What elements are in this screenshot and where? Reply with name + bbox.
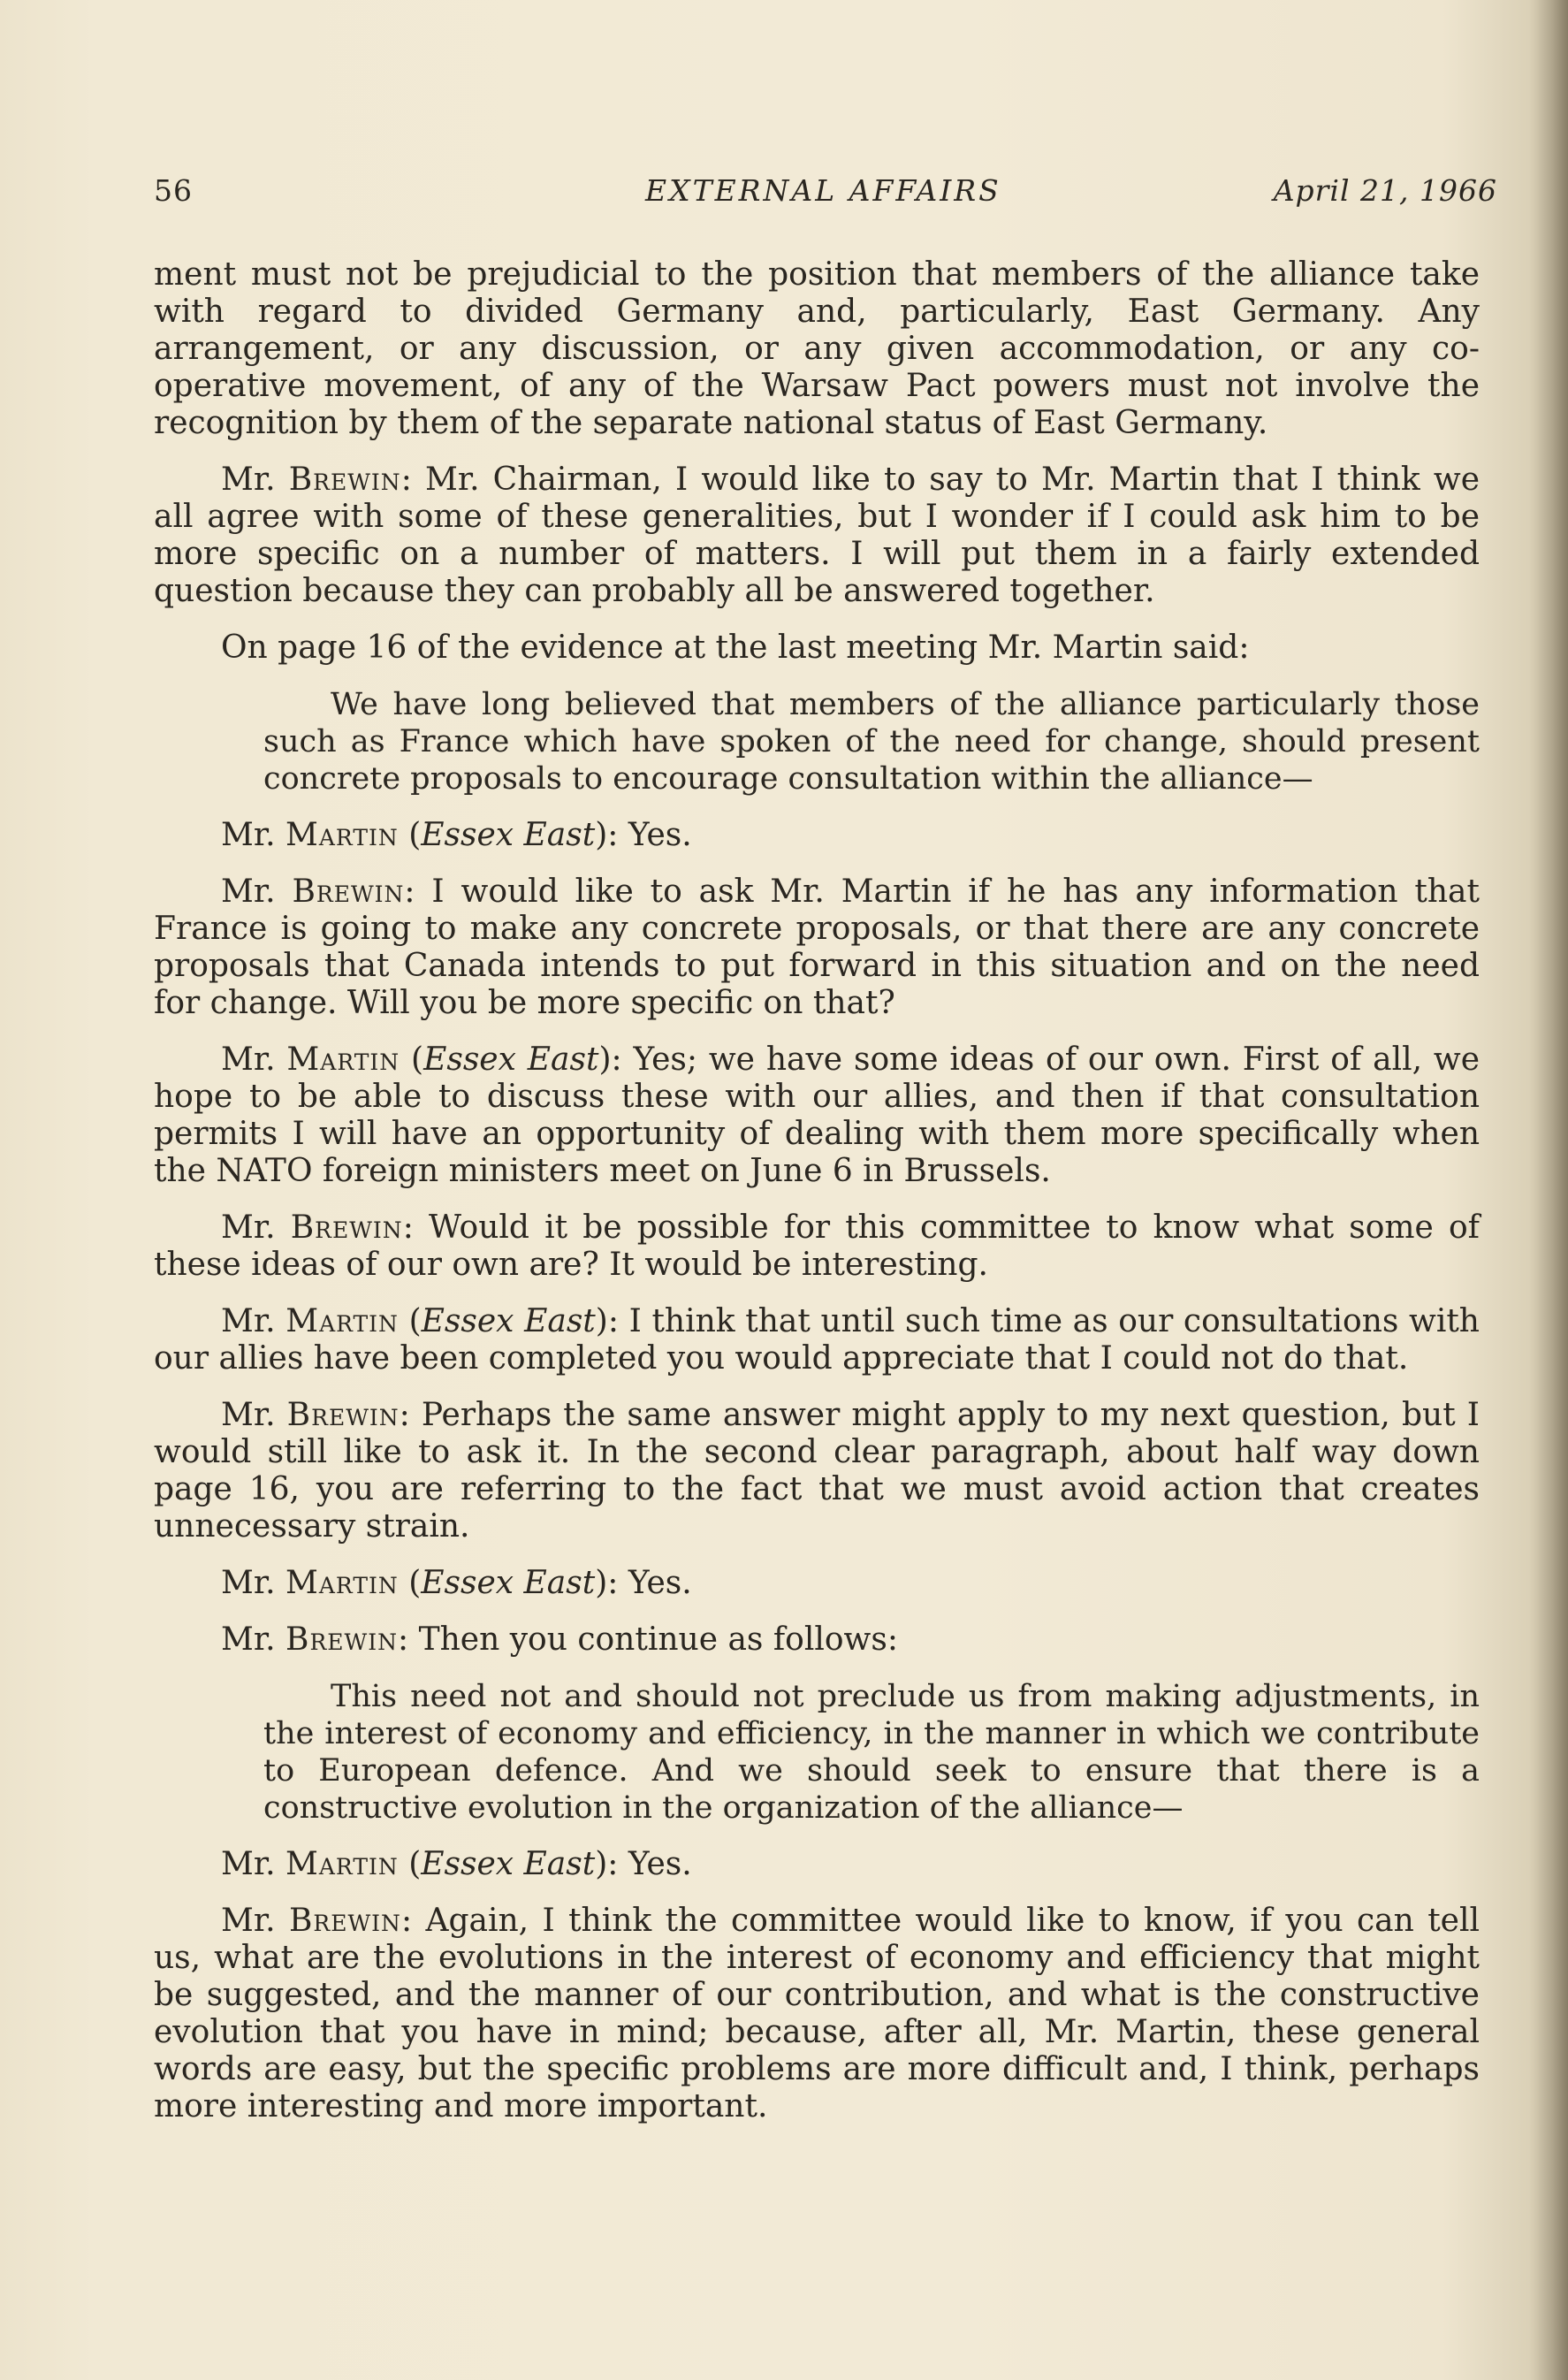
speaker-name: Brewin bbox=[286, 1397, 400, 1433]
speaker-prefix: Mr. bbox=[221, 1041, 276, 1078]
speaker-prefix: Mr. bbox=[221, 1565, 276, 1601]
page-edge-shadow bbox=[1529, 0, 1568, 2380]
speech-paragraph: Mr. Martin (Essex East): Yes; we have some ideas of our own. First of all, we hope to be able to discuss these with our allies, and then if that consultation permits I will have an opportunity of dealing with them more specifically when the NATO foreign ministers meet on June 6 in Brussels. bbox=[154, 1041, 1480, 1189]
speaker-name: Martin bbox=[286, 1041, 400, 1078]
speech-paragraph: Mr. Brewin: Mr. Chairman, I would like to say to Mr. Martin that I think we all agree with some of these generalities, but I wonder if I could ask him to be more specific on a number of matters. I will put them in a fairly extended question because they can probably all be answered together. bbox=[154, 462, 1480, 609]
speaker-name: Martin bbox=[285, 817, 399, 853]
speech-paragraph: Mr. Brewin: Perhaps the same answer might apply to my next question, but I would still like to ask it. In the second clear paragraph, about half way down page 16, you are referring to the fact that we must avoid action that creates unnecessary strain. bbox=[154, 1397, 1480, 1545]
speech-text: Again, I think the committee would like to know, if you can tell us, what are the evolutions in the interest of economy and efficiency that might be suggested, and the manner of our contribution, and what is the constructive evolution that you have in mind; because, after all, Mr. Martin, these general words are easy, but the specific problems are more difficult and, I think, perhaps more interesting and more important. bbox=[154, 1903, 1480, 2124]
speech-paragraph: Mr. Martin (Essex East): Yes. bbox=[221, 817, 692, 853]
speaker-name: Martin bbox=[285, 1846, 399, 1882]
speaker-name: Martin bbox=[285, 1565, 399, 1601]
quote-text: This need not and should not preclude us from making adjustments, in the interest of economy and efficiency, in the manner in which we contribute to European defence. And we should seek to ensure that there is a constructive evolution in the organization of the alliance— bbox=[263, 1679, 1480, 1826]
speech-paragraph: Mr. Martin (Essex East): Yes. bbox=[221, 1846, 692, 1882]
speech-text: Yes; we have some ideas of our own. First of all, we hope to be able to discuss these with our allies, and then if that consultation permits I will have an opportunity of dealing with them more specifically when the NATO foreign ministers meet on June 6 in Brussels. bbox=[154, 1041, 1480, 1189]
speaker-name: Brewin bbox=[288, 462, 401, 498]
quote-text: We have long believed that members of the alliance particularly those such as France which have spoken of the need for change, should present concrete proposals to encourage consultation within the alliance— bbox=[263, 687, 1480, 797]
speaker-prefix: Mr. bbox=[221, 462, 276, 498]
speaker-constituency: Essex East bbox=[421, 1565, 596, 1601]
speaker-constituency: Essex East bbox=[421, 1303, 596, 1339]
paragraph-text: ment must not be prejudicial to the position that members of the alliance take with regard to divided Germany and, particularly, East Germany. Any arrangement, or any discussion, or any given accommodation, or any co-operative movement, of any of the Warsaw Pact powers must not involve the recognition by them of the separate national status of East Germany. bbox=[154, 256, 1480, 441]
speech-paragraph: Mr. Brewin: I would like to ask Mr. Martin if he has any information that France is going to make any concrete proposals, or that there are any concrete proposals that Canada intends to put forward in this situation and on the need for change. Will you be more specific on that? bbox=[154, 873, 1480, 1021]
speaker-constituency: Essex East bbox=[423, 1041, 599, 1078]
speech-text: I would like to ask Mr. Martin if he has any information that France is going to make any concrete proposals, or that there are any concrete proposals that Canada intends to put forward in this situation and on the need for change. Will you be more specific on that? bbox=[154, 873, 1480, 1021]
document-body bbox=[154, 256, 1480, 2145]
speech-text: Perhaps the same answer might apply to my next question, but I would still like to ask it. In the second clear paragraph, about half way down page 16, you are referring to the fact that we must avoid action that creates unnecessary strain. bbox=[154, 1397, 1480, 1545]
block-quote bbox=[263, 1678, 1480, 1827]
speaker-prefix: Mr. bbox=[221, 1397, 276, 1433]
speech-paragraph: Mr. Martin (Essex East): Yes. bbox=[221, 1565, 692, 1601]
speaker-prefix: Mr. bbox=[221, 1846, 276, 1882]
running-header bbox=[154, 173, 1497, 217]
speech-text: Yes. bbox=[628, 817, 692, 853]
speaker-prefix: Mr. bbox=[221, 873, 276, 910]
speech-text: Yes. bbox=[628, 1846, 692, 1882]
speaker-constituency: Essex East bbox=[421, 1846, 596, 1882]
speaker-prefix: Mr. bbox=[221, 1303, 276, 1339]
speaker-constituency: Essex East bbox=[421, 817, 596, 853]
speech-paragraph: Mr. Brewin: Would it be possible for this committee to know what some of these ideas of our own are? It would be interesting. bbox=[154, 1209, 1480, 1283]
speaker-prefix: Mr. bbox=[221, 1903, 276, 1939]
speech-text: Would it be possible for this committee to know what some of these ideas of our own are? It would be interesting. bbox=[154, 1209, 1480, 1283]
speaker-prefix: Mr. bbox=[221, 817, 276, 853]
speaker-prefix: Mr. bbox=[221, 1621, 276, 1658]
speech-paragraph: Mr. Brewin: Again, I think the committee would like to know, if you can tell us, what are the evolutions in the interest of economy and efficiency that might be suggested, and the manner of our contribution, and what is the constructive evolution that you have in mind; because, after all, Mr. Martin, these general words are easy, but the specific problems are more difficult and, I think, perhaps more interesting and more important. bbox=[154, 1903, 1480, 2124]
running-title: EXTERNAL AFFAIRS bbox=[645, 173, 1001, 208]
speaker-name: Brewin bbox=[285, 1621, 398, 1658]
speaker-prefix: Mr. bbox=[221, 1209, 276, 1246]
speech-paragraph: Mr. Martin (Essex East): I think that until such time as our consultations with our allies have been completed you would appreciate that I could not do that. bbox=[154, 1303, 1480, 1377]
block-quote bbox=[263, 686, 1480, 797]
paragraph bbox=[154, 629, 1480, 667]
speaker-name: Brewin bbox=[290, 1209, 403, 1246]
speech-text: Then you continue as follows: bbox=[418, 1621, 898, 1658]
speaker-name: Brewin bbox=[292, 873, 405, 910]
page-number: 56 bbox=[154, 173, 193, 208]
speaker-name: Martin bbox=[285, 1303, 399, 1339]
paragraph-text: On page 16 of the evidence at the last meeting Mr. Martin said: bbox=[221, 629, 1250, 666]
speech-paragraph: Mr. Brewin: Then you continue as follows: bbox=[221, 1621, 898, 1658]
speech-text: Yes. bbox=[628, 1565, 692, 1601]
speech-text: I think that until such time as our consultations with our allies have been completed you would appreciate that I could not do that. bbox=[154, 1303, 1480, 1377]
speech-text: Mr. Chairman, I would like to say to Mr. Martin that I think we all agree with some of these generalities, but I wonder if I could ask him to be more specific on a number of matters. I will put them in a fairly extended question because they can probably all be answered together. bbox=[154, 462, 1480, 609]
speaker-name: Brewin bbox=[288, 1903, 401, 1939]
header-date: April 21, 1966 bbox=[1273, 173, 1497, 208]
paragraph-continuation bbox=[154, 256, 1480, 442]
